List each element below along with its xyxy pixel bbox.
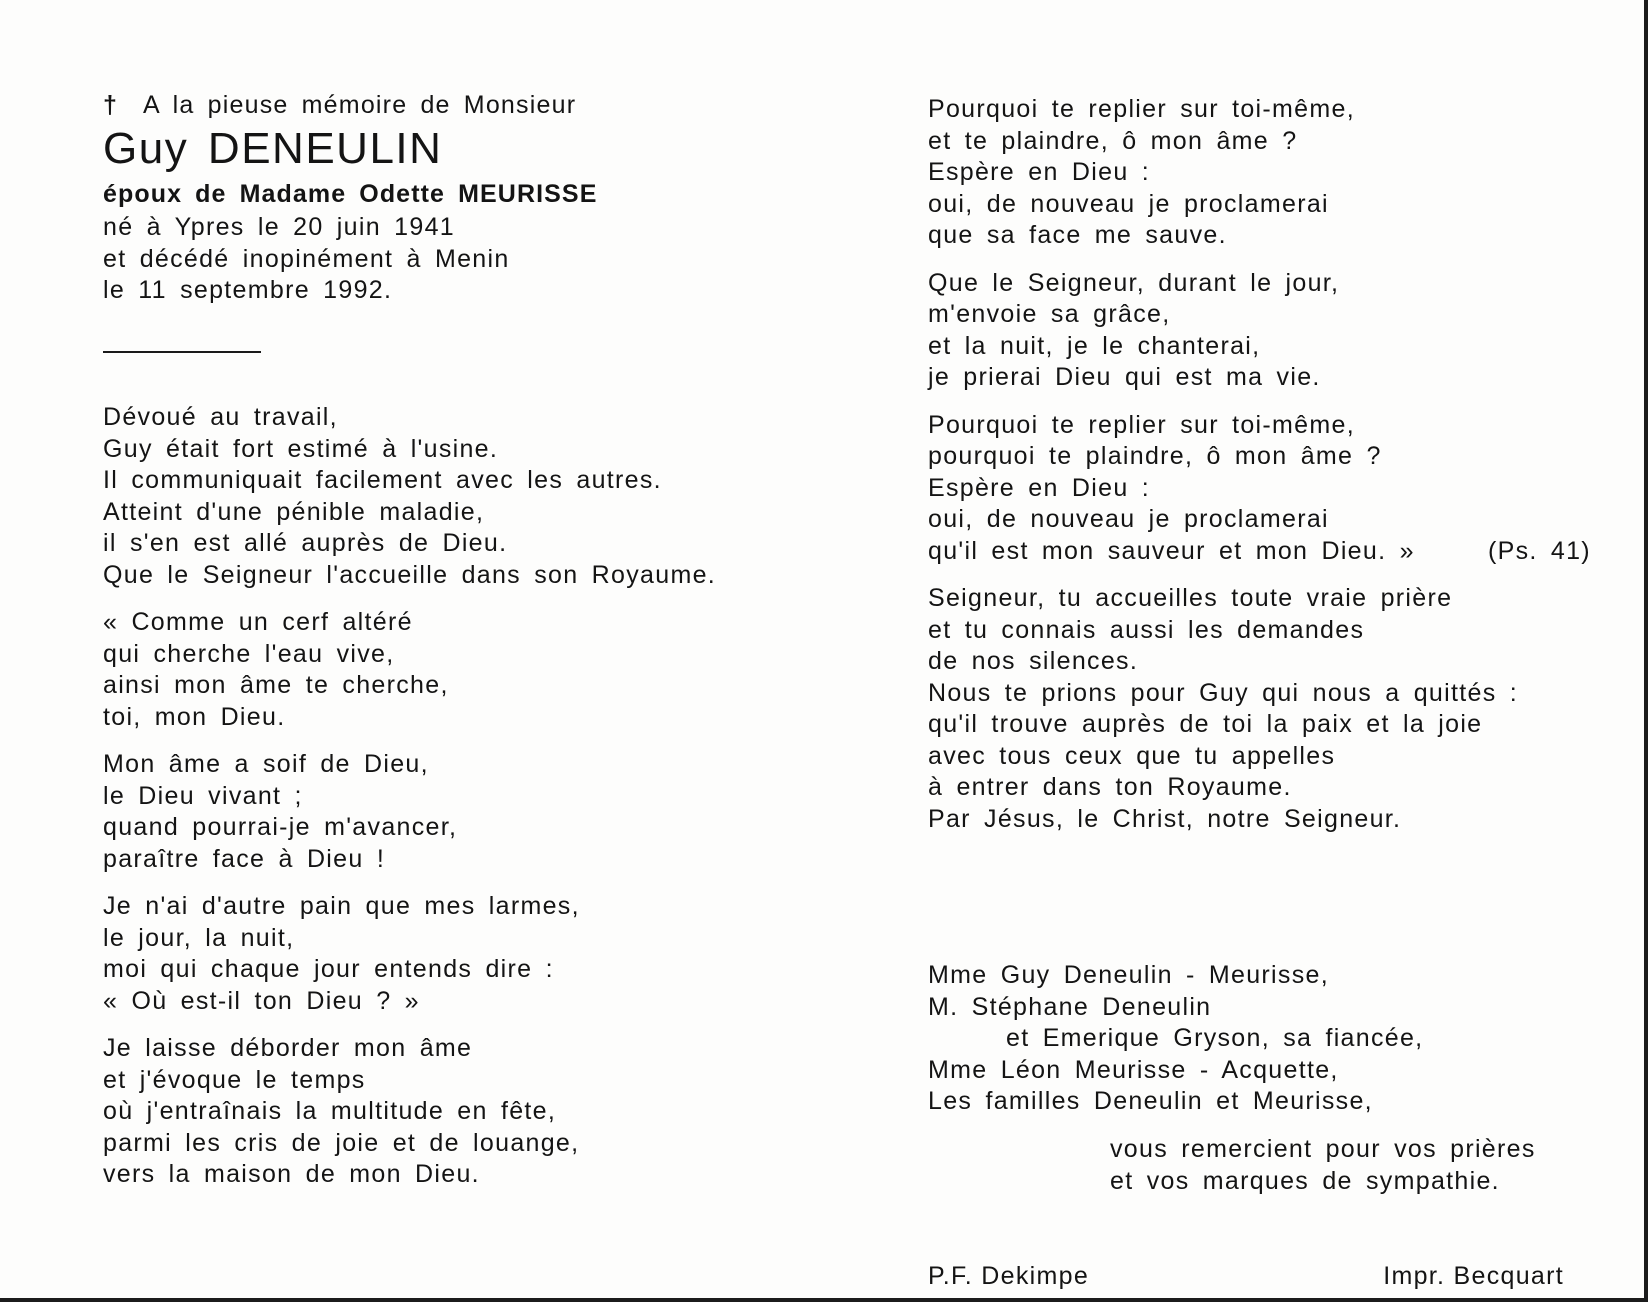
stanza (928, 268, 1518, 394)
verse-line: ainsi mon âme te cherche, (103, 671, 449, 699)
verse-line: Que le Seigneur, durant le jour, (928, 268, 1340, 297)
verse-line: oui, de nouveau je proclamerai (928, 189, 1329, 218)
stanza (103, 402, 716, 591)
verse-line: et tu connais aussi les demandes (928, 615, 1365, 644)
verse-line: moi qui chaque jour entends dire : (103, 955, 554, 983)
verse-line: Que le Seigneur l'accueille dans son Royaume. (103, 560, 717, 589)
verse-line: avec tous ceux que tu appelles (928, 741, 1336, 770)
verse-line: qui cherche l'eau vive, (103, 639, 395, 668)
verse-line: « Où est-il ton Dieu ? » (103, 986, 420, 1015)
stanza (928, 583, 1518, 835)
verse-line: Espère en Dieu : (928, 473, 1151, 502)
deceased-name: Guy DENEULIN (103, 124, 443, 173)
verse-line: que sa face me sauve. (928, 221, 1227, 249)
verse-line: Pourquoi te replier sur toi-même, (928, 95, 1355, 123)
verse-line: le Dieu vivant ; (103, 781, 303, 810)
thanks-closing (1110, 1134, 1536, 1197)
thanks-line: Les familles Deneulin et Meurisse, (928, 1087, 1373, 1115)
printer-name: Impr. Becquart (1383, 1262, 1564, 1290)
thanks-line: Mme Guy Deneulin - Meurisse, (928, 961, 1329, 989)
stanza (103, 749, 716, 875)
verse-line: Nous te prions pour Guy qui nous a quittés : (928, 678, 1518, 707)
verse-line: Je laisse déborder mon âme (103, 1034, 473, 1062)
thanks-line: et Emerique Gryson, sa fiancée, (1006, 1024, 1424, 1052)
stanza (103, 1033, 716, 1191)
thanks-line: vous remercient pour vos prières (1110, 1135, 1536, 1163)
family-thanks (928, 960, 1423, 1118)
verse-line: Espère en Dieu : (928, 158, 1151, 186)
cross-icon: † (103, 91, 119, 119)
verse-line: de nos silences. (928, 647, 1139, 675)
verse-line: Par Jésus, le Christ, notre Seigneur. (928, 804, 1402, 833)
spouse-line: époux de Madame Odette MEURISSE (103, 180, 598, 208)
verse-line: je prierai Dieu qui est ma vie. (928, 363, 1321, 391)
memoire-text: A la pieuse mémoire de Monsieur (143, 91, 577, 119)
verse-line: il s'en est allé auprès de Dieu. (103, 529, 508, 557)
verse-line: quand pourrai-je m'avancer, (103, 813, 458, 841)
stanza (928, 410, 1591, 568)
verse-line: Il communiquait facilement avec les autres. (103, 466, 662, 494)
verse-line: et la nuit, je le chanterai, (928, 331, 1261, 360)
verse-line: pourquoi te plaindre, ô mon âme ? (928, 442, 1382, 470)
verse-line: Je n'ai d'autre pain que mes larmes, (103, 892, 580, 920)
verse-line: oui, de nouveau je proclamerai (928, 505, 1329, 533)
death-line-1: et décédé inopinément à Menin (103, 244, 510, 273)
verse-line: Mon âme a soif de Dieu, (103, 750, 429, 778)
verse-line: « Comme un cerf altéré (103, 608, 413, 636)
verse-line: Dévoué au travail, (103, 403, 338, 431)
verse-line: le jour, la nuit, (103, 923, 295, 952)
verse-line: parmi les cris de joie et de louange, (103, 1128, 580, 1157)
card-header (103, 90, 803, 353)
verse-line: toi, mon Dieu. (103, 702, 286, 731)
verse-line: paraître face à Dieu ! (103, 844, 386, 873)
verse-line: à entrer dans ton Royaume. (928, 773, 1292, 801)
divider-rule (103, 351, 261, 353)
thanks-line: M. Stéphane Deneulin (928, 992, 1212, 1021)
verse-line: vers la maison de mon Dieu. (103, 1160, 480, 1188)
verse-line: m'envoie sa grâce, (928, 300, 1171, 328)
stanza (103, 607, 716, 733)
right-poem (928, 94, 1591, 851)
psalm-reference: (Ps. 41) (1488, 536, 1591, 565)
verse-line: et te plaindre, ô mon âme ? (928, 126, 1298, 155)
thanks-line: et vos marques de sympathie. (1110, 1166, 1500, 1195)
verse-line: Seigneur, tu accueilles toute vraie prière (928, 584, 1453, 612)
death-line-2: le 11 septembre 1992. (103, 276, 393, 304)
funeral-director: P.F. Dekimpe (928, 1262, 1090, 1290)
verse-line: Pourquoi te replier sur toi-même, (928, 410, 1355, 439)
memoire-line (103, 90, 803, 120)
verse-line: et j'évoque le temps (103, 1065, 366, 1094)
left-poem (103, 402, 716, 1207)
verse-line: qu'il trouve auprès de toi la paix et la joie (928, 710, 1483, 738)
birth-line: né à Ypres le 20 juin 1941 (103, 213, 455, 241)
verse-line: Guy était fort estimé à l'usine. (103, 434, 499, 463)
verse-line: Atteint d'une pénible maladie, (103, 497, 485, 526)
stanza (928, 94, 1518, 252)
thanks-line: Mme Léon Meurisse - Acquette, (928, 1055, 1339, 1084)
verse-line: qu'il est mon sauveur et mon Dieu. » (Ps. 41) (928, 536, 1518, 568)
stanza (103, 891, 716, 1017)
verse-line: où j'entraînais la multitude en fête, (103, 1097, 557, 1125)
